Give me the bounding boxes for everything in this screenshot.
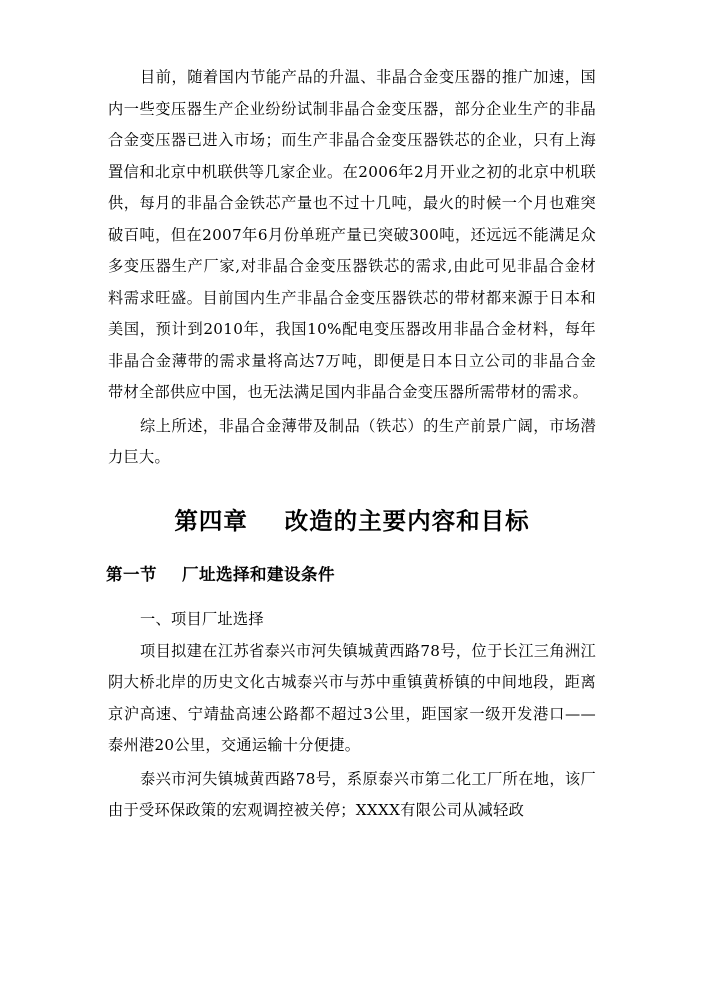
paragraph-site-location: 项目拟建在江苏省泰兴市河失镇城黄西路78号，位于长江三角洲江阴大桥北岸的历史文化古城泰兴市与苏中重镇黄桥镇的中间地段，距离京沪高速、宁靖盐高速公路都不超过3公里，距国家一级开发港口——泰州港20公里，交通运输十分便捷。 [108, 641, 596, 754]
paragraph-site-history: 泰兴市河失镇城黄西路78号，系原泰兴市第二化工厂所在地，该厂由于受环保政策的宏观调控被关停；XXXX有限公司从减轻政 [108, 769, 596, 819]
chapter-title: 第四章 改造的主要内容和目标 [174, 506, 530, 535]
section-title: 第一节 厂址选择和建设条件 [106, 564, 335, 584]
paragraph-summary: 综上所述，非晶合金薄带及制品（铁芯）的生产前景广阔，市场潜力巨大。 [108, 416, 596, 466]
paragraph-market-demand: 目前，随着国内节能产品的升温、非晶合金变压器的推广加速，国内一些变压器生产企业纷纷试制非晶合金变压器，部分企业生产的非晶合金变压器已进入市场；而生产非晶合金变压器铁芯的企业，只有上海置信和北京中机联供等几家企业。在2006年2月开业之初的北京中机联供，每月的非晶合金铁芯产量也不过十几吨，最火的时候一个月也难突破百吨，但在2007年6月份单班产量已突破300吨，还远远不能满足众多变压器生产厂家,对非晶合金变压器铁芯的需求,由此可见非晶合金材料需求旺盛。目前国内生产非晶合金变压器铁芯的带材都来源于日本和美国，预计到2010年，我国10%配电变压器改用非晶合金材料，每年非晶合金薄带的需求量将高达7万吨，即便是日本日立公司的非晶合金带材全部供应中国，也无法满足国内非晶合金变压器所需带材的需求。 [108, 68, 596, 401]
document-body [108, 62, 596, 827]
subsection-title: 一、项目厂址选择 [140, 609, 264, 628]
